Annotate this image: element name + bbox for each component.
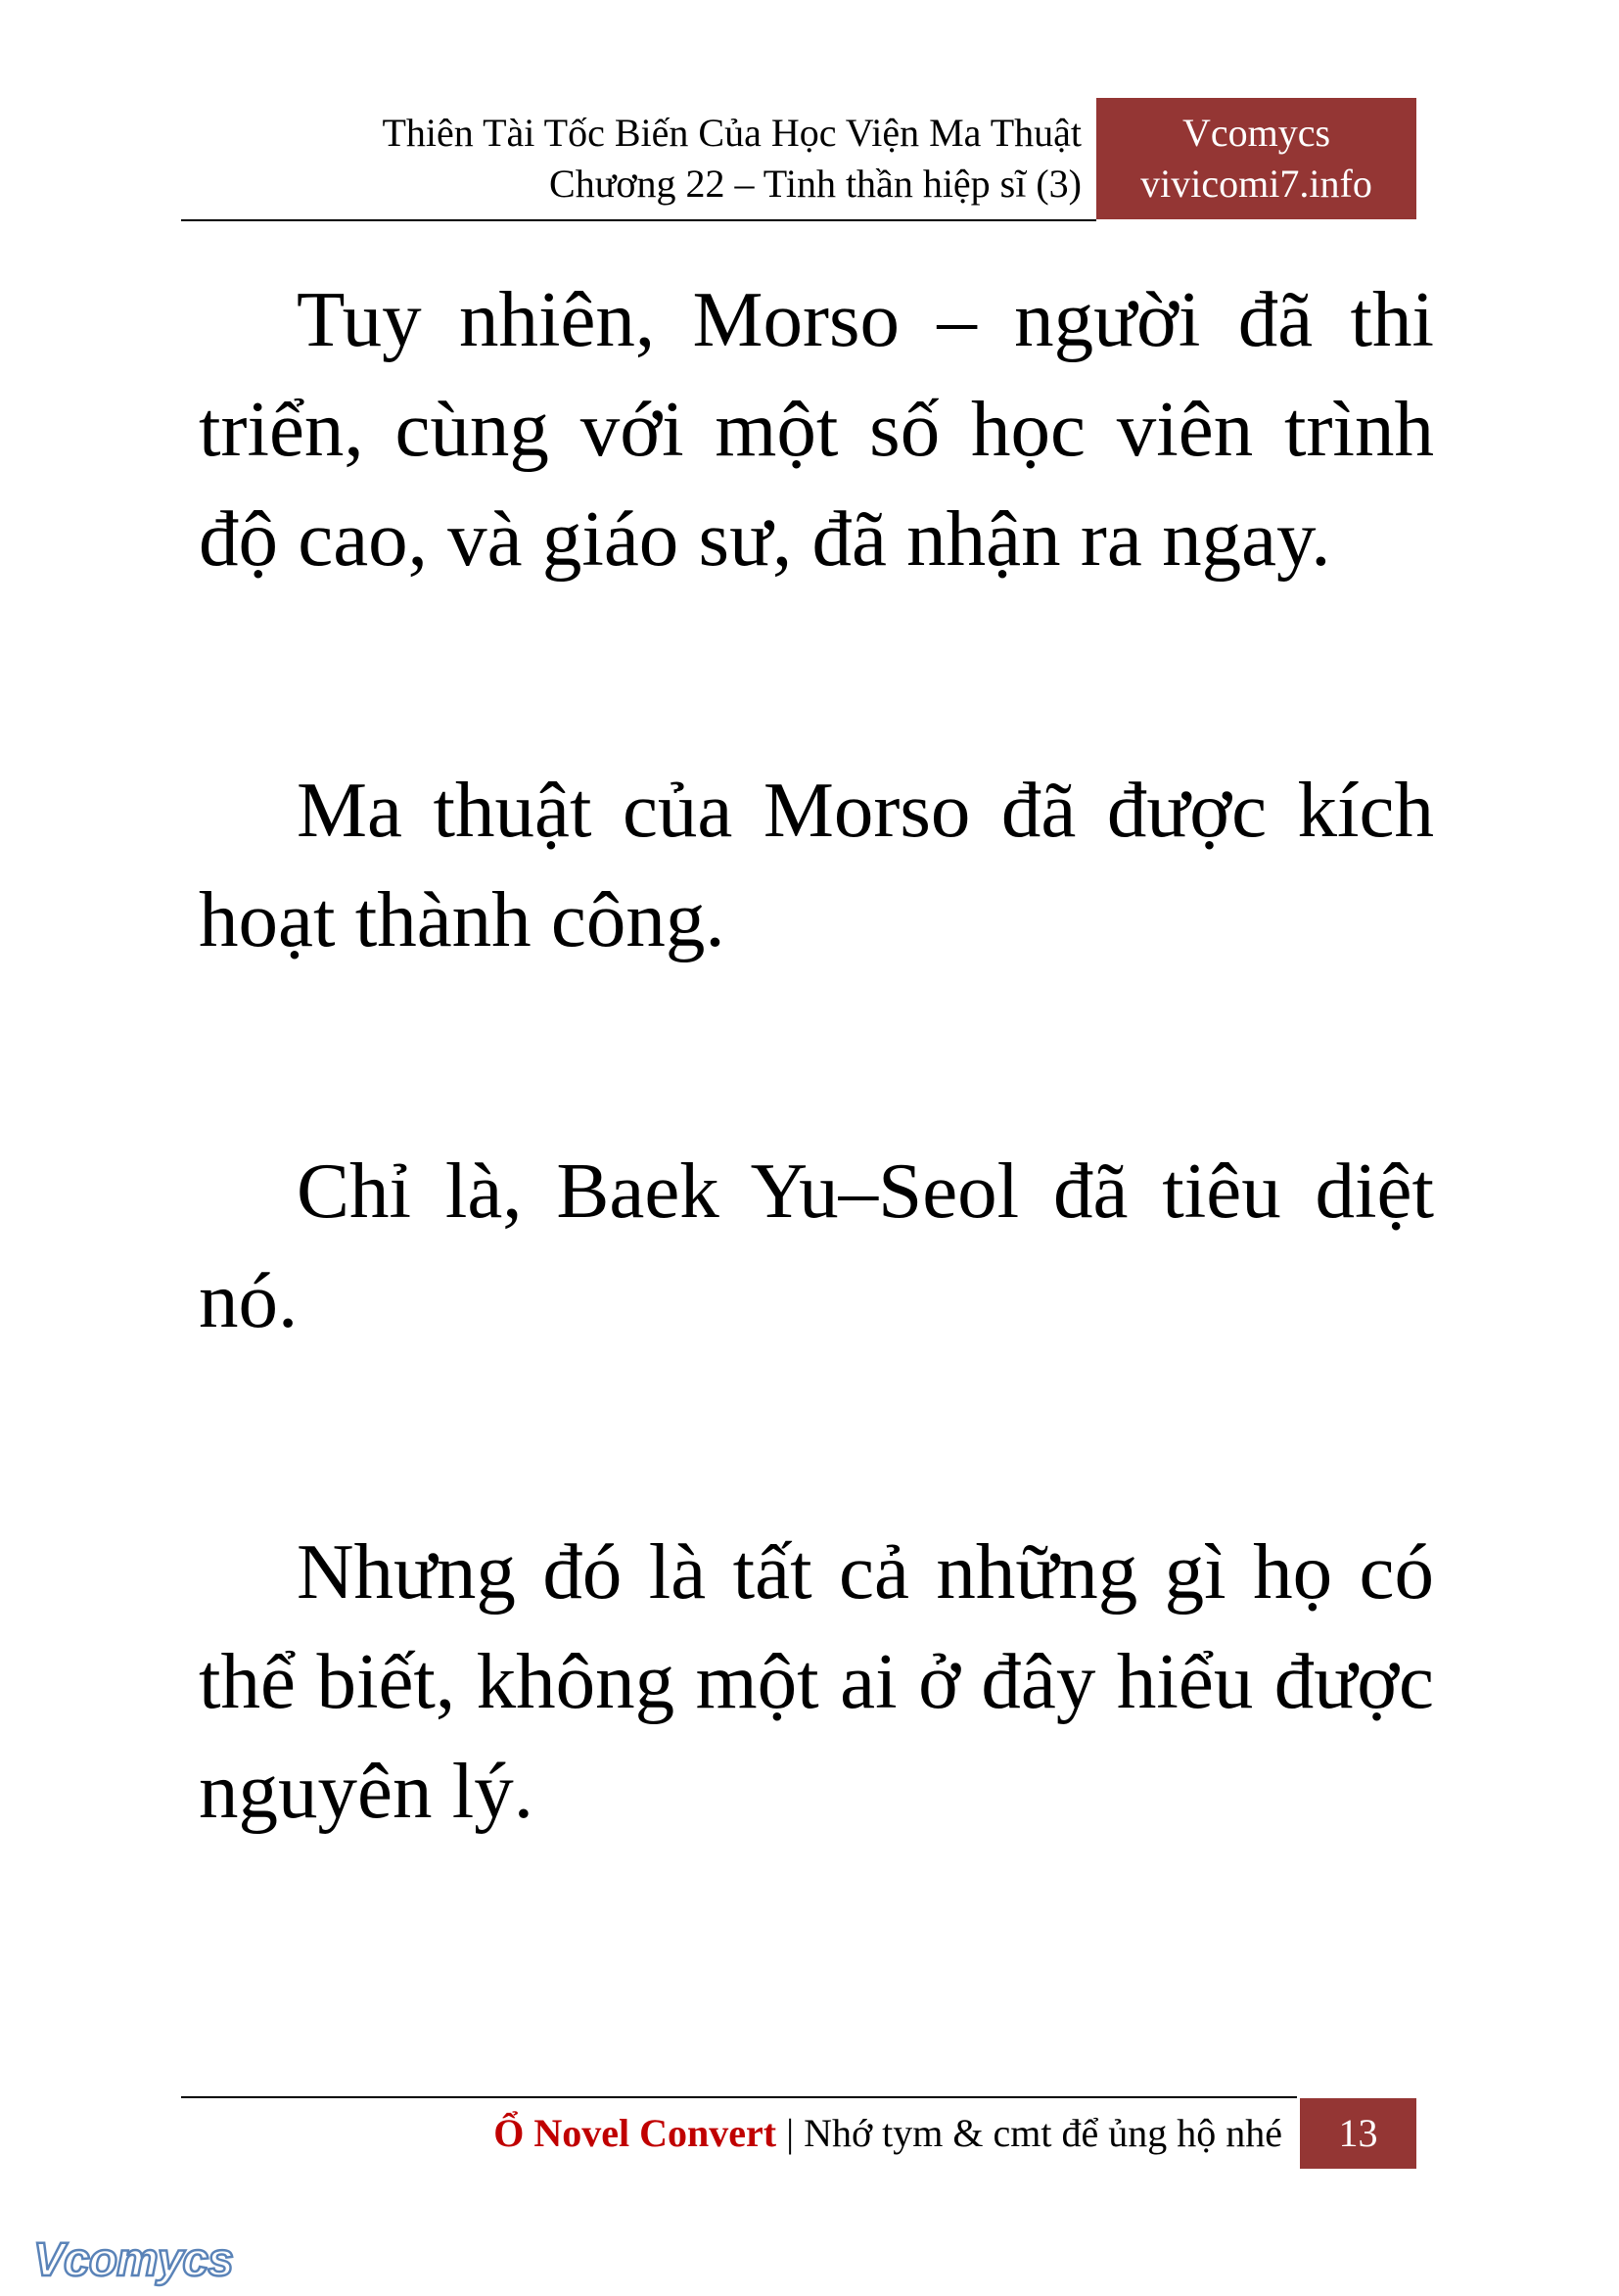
page-number: 13 — [1300, 2098, 1416, 2169]
paragraph: Nhưng đó là tất cả những gì họ có thể biết, không một ai ở đây hiểu được nguyên lý. — [199, 1527, 1434, 1835]
page-header — [181, 98, 1416, 219]
chapter-body — [199, 264, 1434, 2007]
vcomycs-logo-icon — [29, 2230, 254, 2291]
paragraph: Chỉ là, Baek Yu–Seol đã tiêu diệt nó. — [199, 1147, 1434, 1344]
badge-site-url: vivicomi7.info — [1140, 162, 1372, 206]
book-title: Thiên Tài Tốc Biến Của Học Viện Ma Thuật — [382, 111, 1082, 155]
paragraph: Ma thuật của Morso đã được kích hoạt thành công. — [199, 766, 1434, 963]
footer-message: Nhớ tym & cmt để ủng hộ nhé — [804, 2111, 1282, 2155]
svg-text:Vcomycs: Vcomycs — [33, 2234, 233, 2286]
vcomycs-logo — [29, 2230, 254, 2291]
source-badge — [1096, 98, 1416, 219]
badge-site-name: Vcomycs — [1181, 111, 1331, 155]
chapter-title: Chương 22 – Tinh thần hiệp sĩ (3) — [549, 162, 1082, 206]
footer-separator: | — [776, 2111, 805, 2155]
paragraph: Tuy nhiên, Morso – người đã thi triển, cùng với một số học viên trình độ cao, và giáo sư, đã nhận ra ngay. — [199, 275, 1434, 583]
page-footer — [181, 2098, 1282, 2169]
header-titles — [181, 98, 1082, 219]
header-divider — [181, 219, 1096, 221]
footer-brand: Ổ Novel Convert — [493, 2111, 777, 2155]
